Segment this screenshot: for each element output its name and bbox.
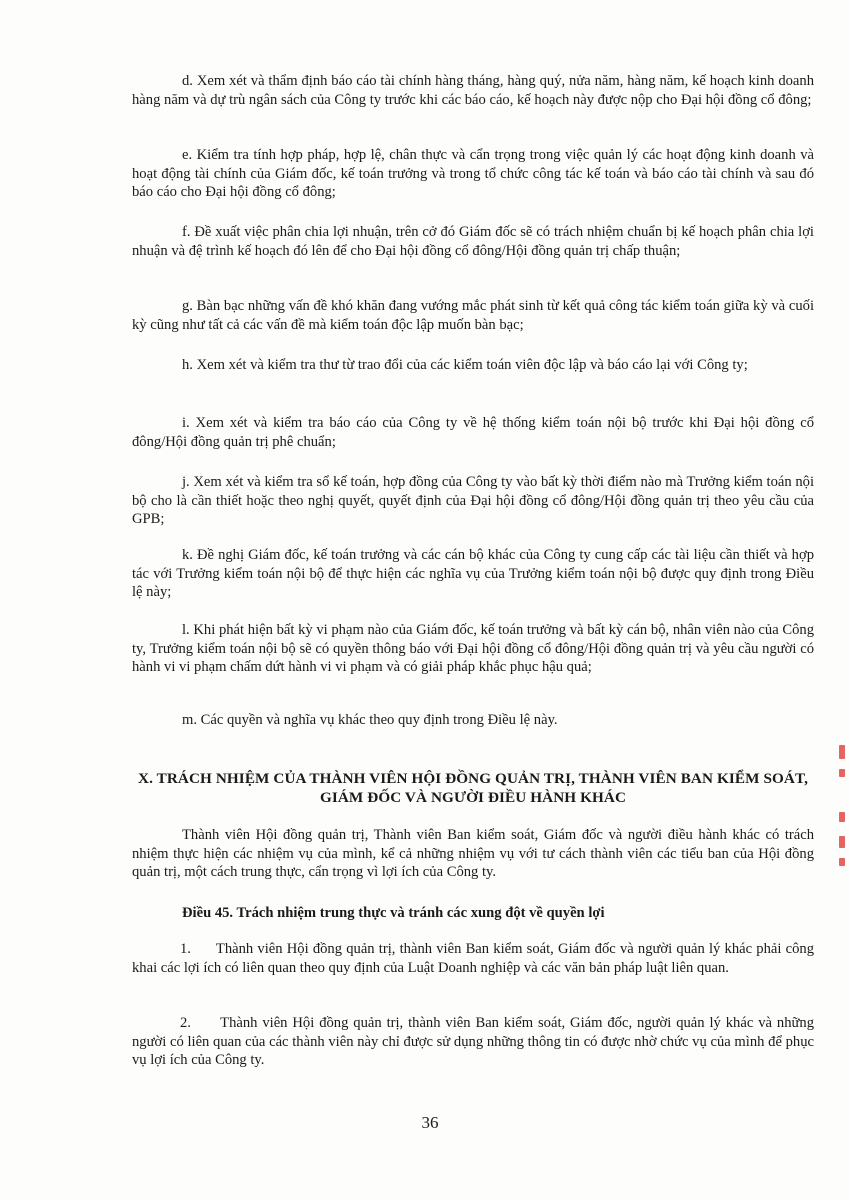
paragraph-f: f. Đề xuất việc phân chia lợi nhuận, trên cở đó Giám đốc sẽ có trách nhiệm chuẩn bị kế hoạch phân chia lợi nhuận và đệ trình kế hoạch đó lên để cho Đại hội đồng cổ đông/Hội đồng quản trị chấp thuận;: [132, 224, 814, 259]
paragraph-i: i. Xem xét và kiểm tra báo cáo của Công ty về hệ thống kiểm toán nội bộ trước khi Đại hội đồng cổ đông/Hội đồng quản trị phê chuẩn;: [132, 415, 814, 450]
section-heading: X. TRÁCH NHIỆM CỦA THÀNH VIÊN HỘI ĐỒNG QUẢN TRỊ, THÀNH VIÊN BAN KIỂM SOÁT, GIÁM ĐỐC VÀ NGƯỜI ĐIỀU HÀNH KHÁC: [138, 770, 808, 806]
seal-edge-mark: [839, 858, 845, 866]
page-number: 36: [421, 1113, 439, 1132]
paragraph-e: e. Kiểm tra tính hợp pháp, hợp lệ, chân thực và cẩn trọng trong việc quản lý các hoạt động kinh doanh và hoạt động tài chính của Giám đốc, kế toán trưởng và trong tổ chức công tác kế toán và báo cáo tài chính và sau đó báo cáo cho Đại hội đồng cổ đông;: [132, 147, 814, 200]
seal-edge-mark: [839, 812, 845, 822]
seal-edge-mark: [839, 769, 845, 777]
article-item-1: 1. Thành viên Hội đồng quản trị, thành viên Ban kiểm soát, Giám đốc và người quản lý khác phải công khai các lợi ích có liên quan theo quy định của Luật Doanh nghiệp và các văn bản pháp luật liên quan.: [132, 941, 818, 976]
paragraph-g: g. Bàn bạc những vấn đề khó khăn đang vướng mắc phát sinh từ kết quả công tác kiểm toán giữa kỳ và cuối kỳ cũng như tất cả các vấn đề mà kiểm toán độc lập muốn bàn bạc;: [132, 298, 814, 333]
paragraph-h: h. Xem xét và kiểm tra thư từ trao đổi của các kiểm toán viên độc lập và báo cáo lại với Công ty;: [182, 357, 748, 373]
seal-edge-mark: [839, 836, 845, 848]
paragraph-d: d. Xem xét và thẩm định báo cáo tài chính hàng tháng, hàng quý, nửa năm, hàng năm, kế hoạch kinh doanh hàng năm và dự trù ngân sách của Công ty trước khi các báo cáo, kế hoạch này được nộp cho Đại hội đồng cổ đông;: [132, 73, 814, 108]
article-item-2: 2. Thành viên Hội đồng quản trị, thành viên Ban kiểm soát, Giám đốc, người quản lý khác và những người có liên quan của các thành viên này chỉ được sử dụng những thông tin có được nhờ chức vụ của mình để phục vụ lợi ích của Công ty.: [132, 1015, 818, 1068]
article-title: Điều 45. Trách nhiệm trung thực và tránh các xung đột về quyền lợi: [182, 905, 605, 921]
seal-edge-mark: [839, 745, 845, 759]
paragraph-j: j. Xem xét và kiểm tra sổ kế toán, hợp đồng của Công ty vào bất kỳ thời điểm nào mà Trưởng kiểm toán nội bộ cho là cần thiết hoặc theo nghị quyết, quyết định của Đại hội đồng cổ đông/Hội đồng quản trị theo yêu cầu của GPB;: [132, 474, 814, 527]
paragraph-m: m. Các quyền và nghĩa vụ khác theo quy định trong Điều lệ này.: [182, 712, 558, 728]
section-intro: Thành viên Hội đồng quản trị, Thành viên Ban kiểm soát, Giám đốc và người điều hành khác có trách nhiệm thực hiện các nhiệm vụ của mình, kể cả những nhiệm vụ với tư cách thành viên các tiểu ban của Hội đồng quản trị, một cách trung thực, cẩn trọng vì lợi ích của Công ty.: [132, 827, 814, 880]
paragraph-k: k. Đề nghị Giám đốc, kế toán trưởng và các cán bộ khác của Công ty cung cấp các tài liệu cần thiết và hợp tác với Trưởng kiểm toán nội bộ để thực hiện các nghĩa vụ của Trưởng kiểm toán nội bộ được quy định trong Điều lệ này;: [132, 547, 814, 600]
paragraph-l: l. Khi phát hiện bất kỳ vi phạm nào của Giám đốc, kế toán trưởng và bất kỳ cán bộ, nhân viên nào của Công ty, Trưởng kiểm toán nội bộ sẽ có quyền thông báo với Đại hội đồng cổ đông/Hội đồng quản trị và yêu cầu người có hành vi vi phạm chấm dứt hành vi vi phạm và có giải pháp khắc phục hậu quả;: [132, 622, 814, 675]
